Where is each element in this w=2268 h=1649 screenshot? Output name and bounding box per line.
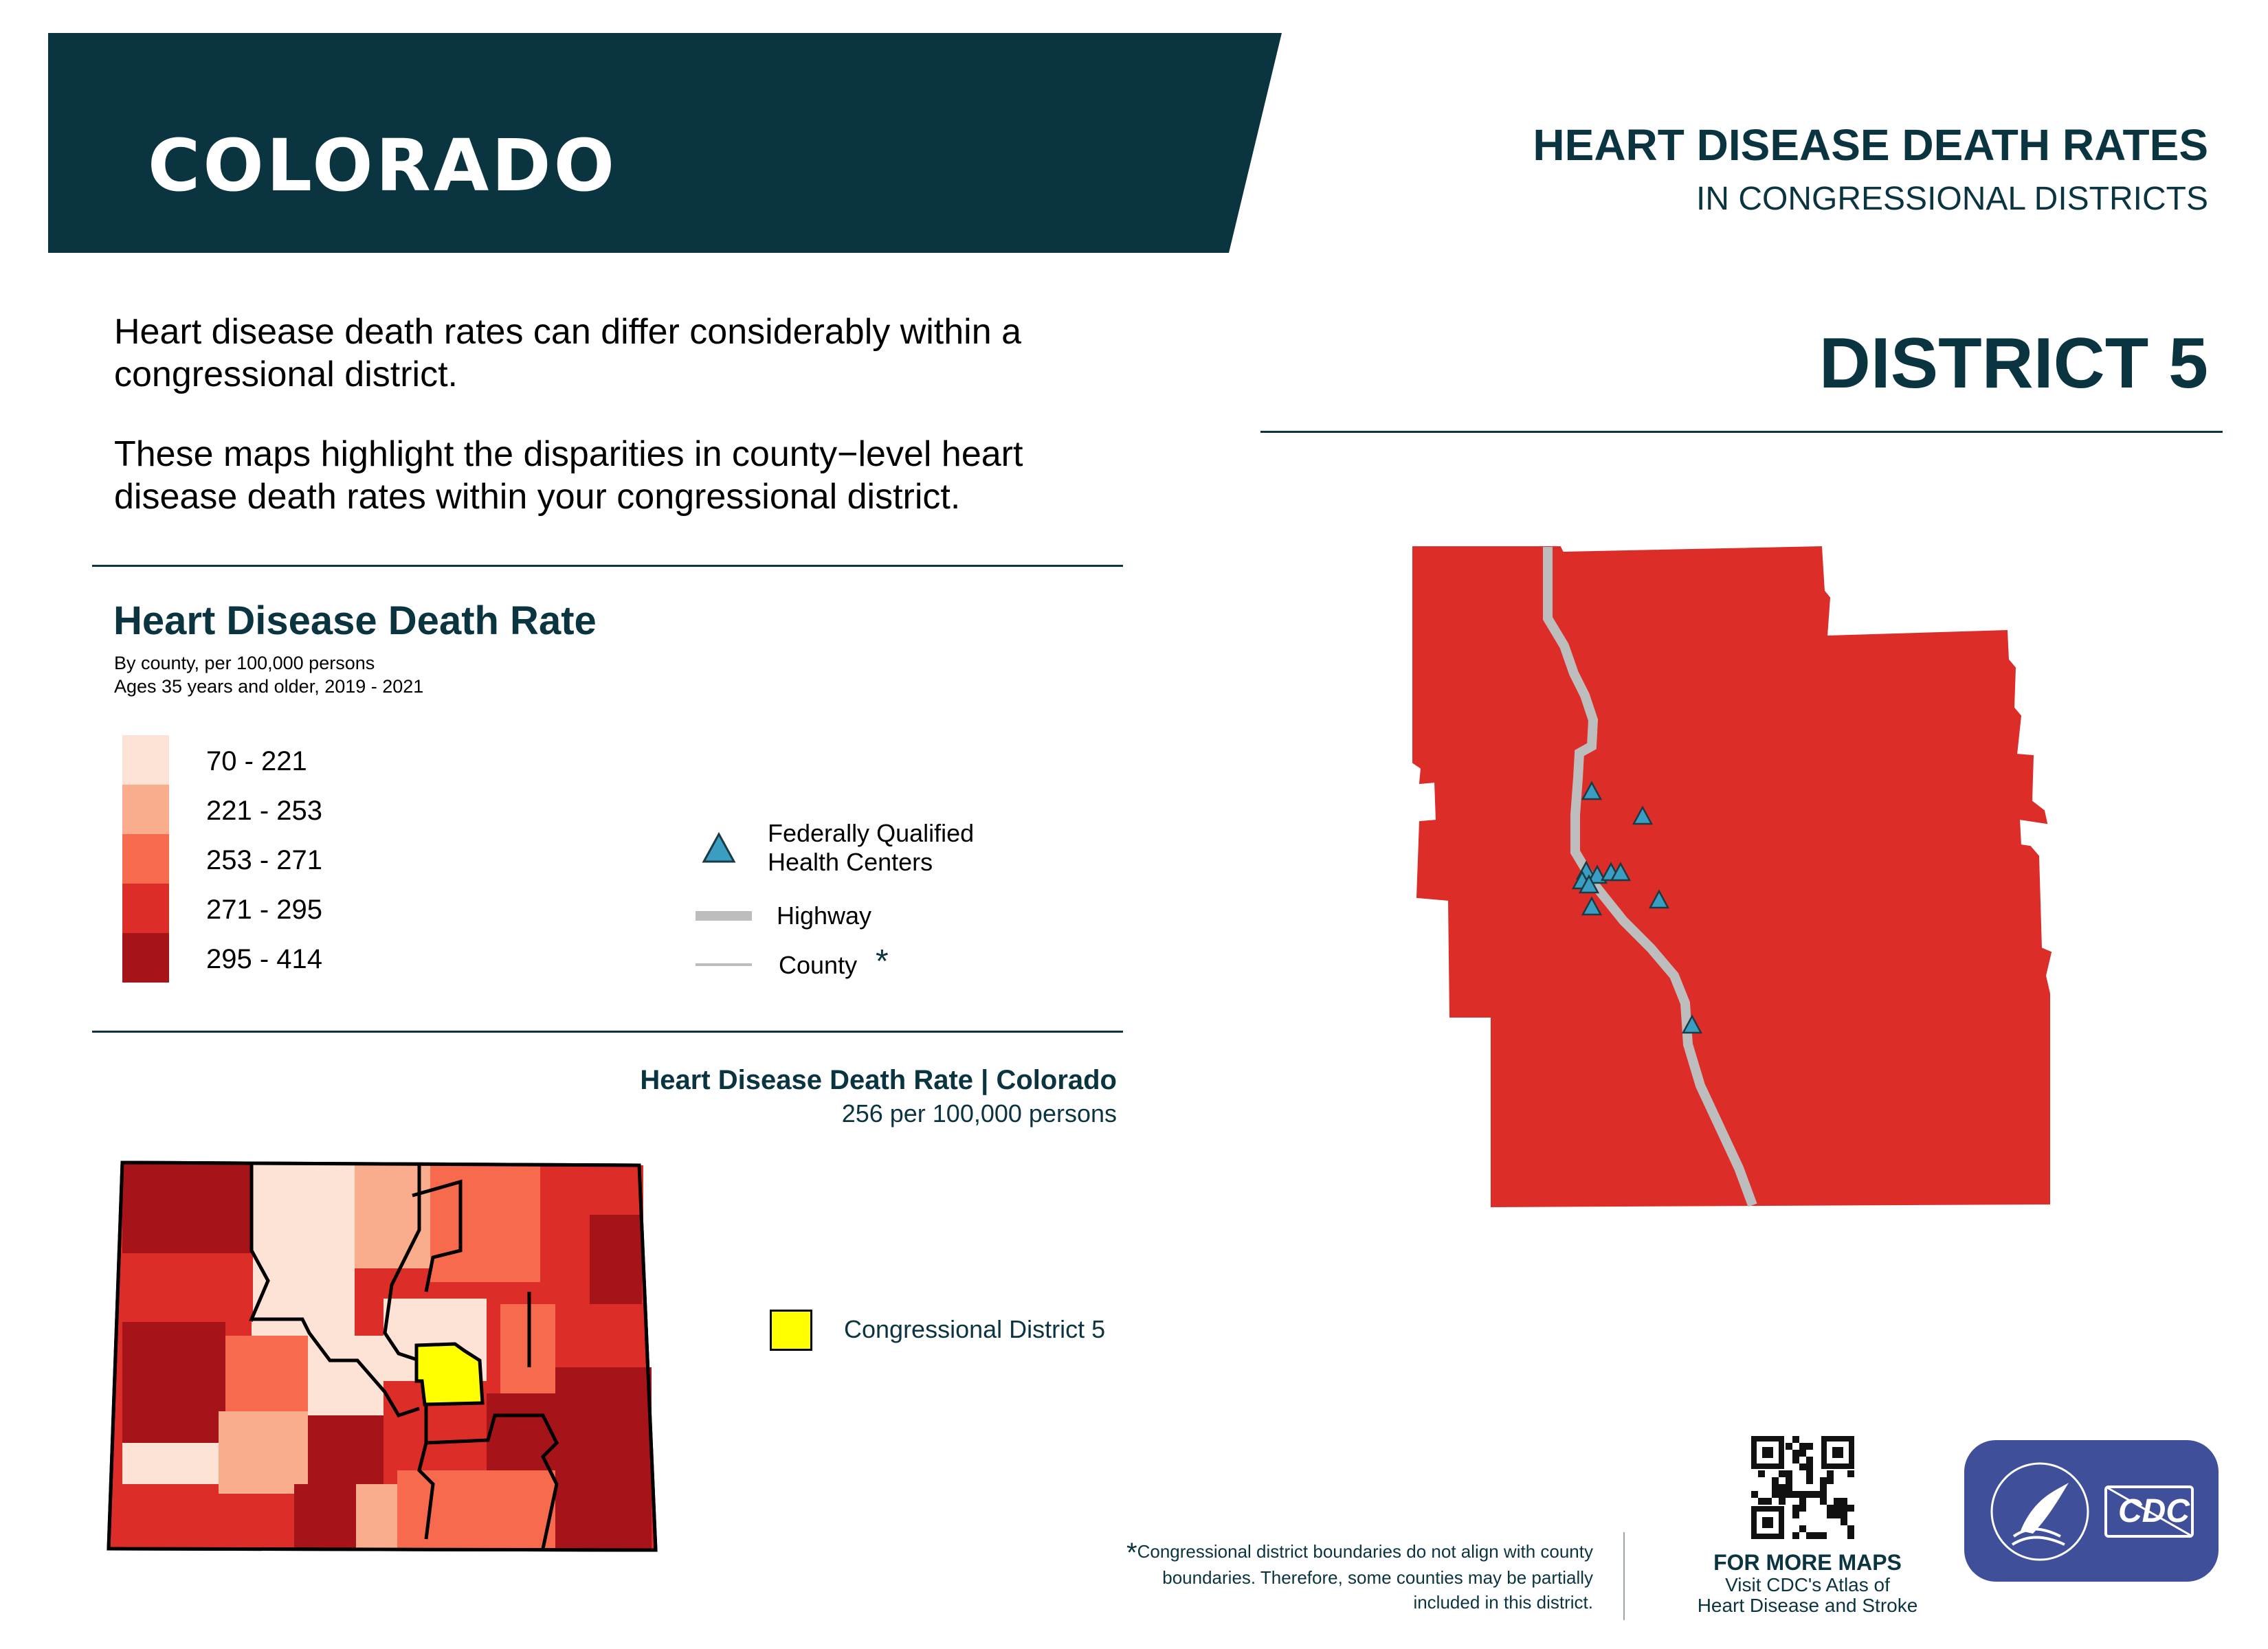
more-maps-title: FOR MORE MAPS xyxy=(1713,1550,1902,1575)
county-region xyxy=(487,1393,555,1483)
county-region xyxy=(219,1494,294,1549)
legend-swatch-221-253 xyxy=(122,785,169,834)
legend-subtitle-units: By county, per 100,000 persons xyxy=(114,653,375,673)
county-region xyxy=(122,1443,219,1484)
state-rate-value: 256 per 100,000 persons xyxy=(841,1099,1117,1128)
county-region xyxy=(122,1164,252,1253)
state-rate-title: Heart Disease Death Rate | Colorado xyxy=(640,1065,1117,1095)
state-name: COLORADO xyxy=(148,124,618,207)
legend-symbols xyxy=(694,824,756,989)
legend-subtitle-ages: Ages 35 years and older, 2019 - 2021 xyxy=(114,676,424,697)
legend-divider xyxy=(92,1031,1123,1033)
district-5-legend-swatch xyxy=(770,1310,812,1351)
county-region xyxy=(555,1305,645,1367)
footnote-text: Congressional district boundaries do not align with county boundaries. Therefore, some counties may be partially included in this district. xyxy=(1137,1541,1593,1613)
legend-swatch-271-295 xyxy=(122,884,169,933)
district-5-map xyxy=(1368,536,2069,1216)
more-maps-subtitle xyxy=(1670,1575,1945,1616)
legend-label-70-221: 70 - 221 xyxy=(206,746,307,776)
legend-label-295-414: 295 - 414 xyxy=(206,944,323,974)
district-label: DISTRICT 5 xyxy=(1819,324,2208,403)
county-region xyxy=(122,1253,253,1322)
footnote-star: * xyxy=(1126,1538,1137,1568)
intro-paragraph-2: These maps highlight the disparities in county−level heart disease death rates within your congressional district. xyxy=(114,434,1023,517)
report-subtitle: IN CONGRESSIONAL DISTRICTS xyxy=(1696,181,2208,217)
county-label: County xyxy=(779,951,858,979)
county-footnote-star: * xyxy=(876,943,889,980)
intro-paragraph-1: Heart disease death rates can differ considerably within a congressional district. xyxy=(114,312,1022,394)
district-divider xyxy=(1260,431,2223,433)
colorado-state-map xyxy=(103,1154,667,1567)
county-region xyxy=(590,1215,642,1304)
legend-swatch-253-271 xyxy=(122,834,169,884)
county-region xyxy=(122,1322,225,1418)
fqhc-label xyxy=(768,819,974,877)
cdc-logo-text: CDC xyxy=(2118,1493,2190,1529)
legend-label-253-271: 253 - 271 xyxy=(206,845,323,875)
legend-title: Heart Disease Death Rate xyxy=(113,598,597,643)
eagle-icon xyxy=(2021,1483,2069,1534)
more-maps-line-1: Visit CDC's Atlas of xyxy=(1725,1574,1890,1595)
county-region xyxy=(356,1484,397,1549)
more-maps-line-2: Heart Disease and Stroke xyxy=(1697,1595,1918,1616)
footnote xyxy=(1112,1539,1593,1615)
legend-swatch-295-414 xyxy=(122,933,169,983)
county-region xyxy=(122,1484,219,1549)
qr-code-icon[interactable] xyxy=(1751,1436,1854,1539)
highway-label: Highway xyxy=(777,901,872,930)
triangle-icon xyxy=(704,834,734,862)
legend-label-271-295: 271 - 295 xyxy=(206,895,323,925)
county-region xyxy=(225,1336,308,1411)
county-region xyxy=(219,1411,308,1494)
district-boundary-shape xyxy=(1413,547,2051,1207)
report-title: HEART DISEASE DEATH RATES xyxy=(1533,120,2208,170)
footer-divider xyxy=(1623,1532,1625,1620)
county-region xyxy=(294,1484,356,1549)
county-region xyxy=(555,1443,652,1550)
county-region xyxy=(430,1165,540,1282)
intro-divider xyxy=(92,565,1123,567)
county-region xyxy=(397,1470,555,1550)
legend-label-221-253: 221 - 253 xyxy=(206,796,323,826)
district-5-legend-label: Congressional District 5 xyxy=(844,1315,1106,1343)
fqhc-label-line-1: Federally Qualified xyxy=(768,819,975,847)
legend-swatch-70-221 xyxy=(122,735,169,785)
fqhc-label-line-2: Health Centers xyxy=(768,848,933,876)
county-region xyxy=(308,1415,383,1484)
county-region xyxy=(252,1164,355,1336)
county-region xyxy=(555,1367,652,1443)
